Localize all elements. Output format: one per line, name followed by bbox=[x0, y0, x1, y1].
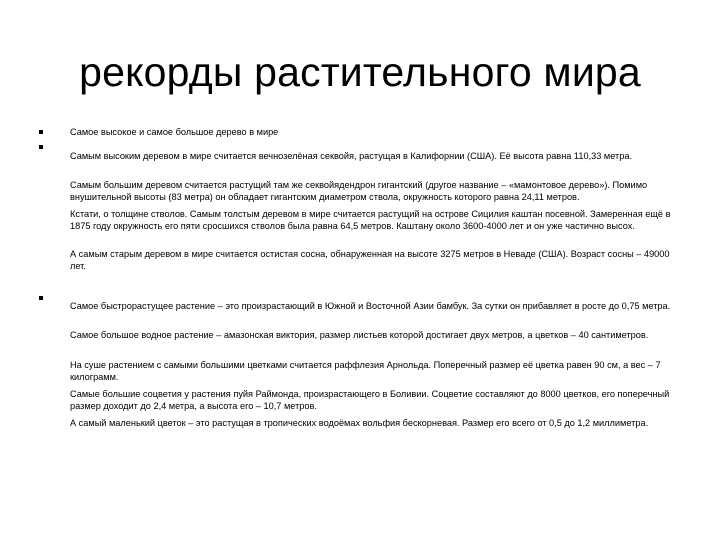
paragraph-largest-flower: На суше растением с самыми большими цветками считается раффлезия Арнольда. Поперечный размер её цветка равен 90 см, а вес – 7 килограмм. bbox=[70, 360, 661, 382]
paragraph-largest-inflorescence: Самые большие соцветия у растения пуйя Раймонда, произрастающего в Боливии. Соцветие составляют до 8000 цветков, его поперечный размер доходит до 2,4 метра, а высота его – 10,7 метров. bbox=[70, 389, 670, 411]
paragraph-tallest-tree: Самым высоким деревом в мире считается вечнозелёная секвойя, растущая в Калифорнии (США). Её высота равна 110,33 метра. bbox=[70, 151, 632, 161]
paragraph-oldest-tree: А самым старым деревом в мире считается остистая сосна, обнаруженная на высоте 3275 метров в Неваде (США). Возраст сосны – 49000 лет. bbox=[70, 249, 670, 271]
slide-title: рекорды растительного мира bbox=[79, 49, 641, 95]
bullet-marker bbox=[39, 145, 43, 149]
paragraph-largest-water-plant: Самое большое водное растение – амазонская виктория, размер листьев которой достигает двух метров, а цветков – 40 сантиметров. bbox=[70, 330, 649, 340]
paragraph-thickest-tree: Кстати, о толщине стволов. Самым толстым деревом в мире считается растущий на острове Сицилия каштан посевной. Замеренная ещё в 1875 году окружность его пяти сросшихся стволов была равна 64,5 метров. Каштану около 3600-4000 лет и он уже частично высох. bbox=[70, 209, 671, 231]
paragraph-tree-heading: Самое высокое и самое большое дерево в мире bbox=[70, 127, 279, 137]
paragraph-fastest-plant: Самое быстрорастущее растение – это произрастающий в Южной и Восточной Азии бамбук. За сутки он прибавляет в росте до 0,75 метра. bbox=[70, 301, 671, 311]
paragraph-biggest-tree: Самым большим деревом считается растущий там же секвойядендрон гигантский (другое название – «мамонтовое дерево»). Помимо внушительной высоты (83 метра) он обладает гигантским диаметром ствола, окружность которого равна 24,11 метров. bbox=[70, 180, 648, 202]
bullet-marker bbox=[39, 130, 43, 134]
paragraph-smallest-flower: А самый маленький цветок – это растущая в тропических водоёмах вольфия бескорневая. Размер его всего от 0,5 до 1,2 миллиметра. bbox=[70, 418, 649, 428]
bullet-marker bbox=[39, 296, 43, 300]
